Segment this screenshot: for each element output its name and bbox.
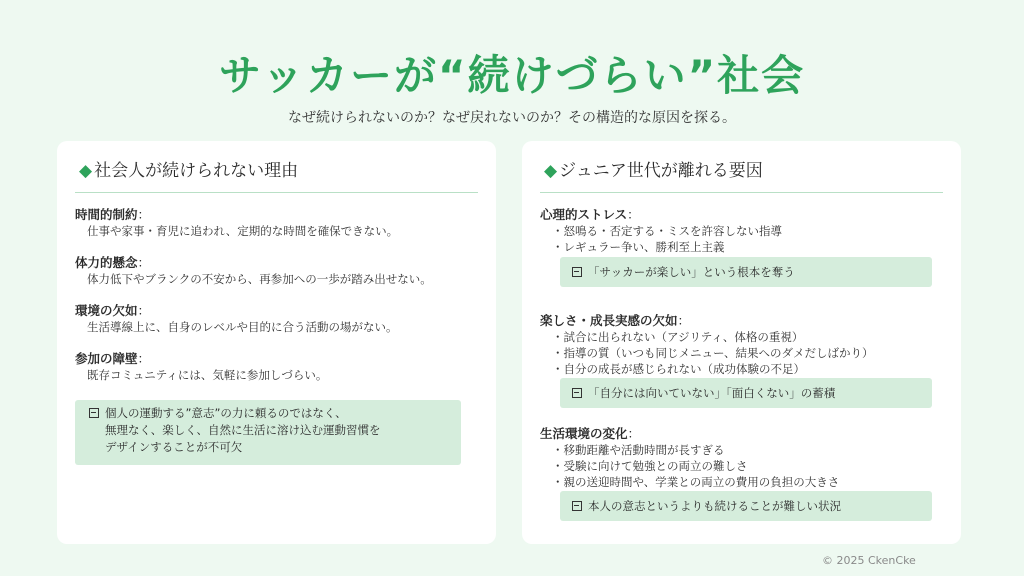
diamond-icon: ◆ bbox=[79, 161, 93, 181]
factor-item: ・親の送迎時間や、学業との両立の費用の負担の大きさ bbox=[552, 475, 840, 489]
note-text: 本人の意志というよりも続けることが難しい状況 bbox=[588, 499, 841, 513]
exit-bracket-icon bbox=[89, 408, 99, 418]
factor-note bbox=[560, 257, 932, 287]
colon: ： bbox=[627, 207, 640, 222]
factor-section bbox=[540, 425, 943, 490]
colon: ： bbox=[627, 426, 641, 441]
exit-bracket-icon bbox=[572, 267, 582, 277]
factor-item: ・受験に向けて勉強との両立の難しさ bbox=[552, 459, 748, 473]
factor-item: ・移動距離や活動時間が長すぎる bbox=[552, 443, 725, 457]
reason-title: 時間的制約 bbox=[75, 207, 138, 222]
reason-section bbox=[75, 302, 478, 335]
factor-section bbox=[540, 206, 943, 255]
divider bbox=[75, 192, 478, 193]
factor-item: ・怒鳴る・否定する・ミスを許容しない指導 bbox=[552, 224, 782, 238]
note-text: 無理なく、楽しく、自然に生活に溶け込む運動習慣を bbox=[105, 423, 381, 437]
factor-title: 生活環境の変化 bbox=[540, 426, 628, 441]
factor-section bbox=[540, 312, 943, 377]
conclusion-note bbox=[75, 400, 461, 465]
colon: ： bbox=[137, 255, 151, 270]
factor-title: 楽しさ・成長実感の欠如 bbox=[540, 313, 678, 328]
exit-bracket-icon bbox=[572, 388, 582, 398]
colon: ： bbox=[677, 313, 691, 328]
note-text: 「自分には向いていない」「面白くない」の蓄積 bbox=[588, 386, 836, 400]
copyright: © 2025 CkenCke bbox=[822, 554, 916, 567]
card-adults bbox=[57, 141, 496, 544]
note-text: デザインすることが不可欠 bbox=[105, 440, 243, 454]
factor-title: 心理的ストレス bbox=[540, 207, 628, 222]
reason-section bbox=[75, 254, 478, 287]
reason-title: 環境の欠如 bbox=[75, 303, 138, 318]
card-heading-text: 社会人が続けられない理由 bbox=[94, 161, 299, 181]
reason-title: 参加の障壁 bbox=[75, 351, 138, 366]
factor-note bbox=[560, 491, 932, 521]
page-subtitle: なぜ続けられないのか？なぜ戻れないのか？その構造的な原因を探る。 bbox=[288, 110, 736, 126]
diamond-icon: ◆ bbox=[544, 161, 558, 181]
factor-item: ・試合に出られない（アジリティ、体格の重視） bbox=[552, 330, 804, 344]
factor-item: ・レギュラー争い、勝利至上主義 bbox=[552, 240, 725, 254]
reason-text: 既存コミュニティには、気軽に参加しづらい。 bbox=[87, 368, 328, 382]
reason-section bbox=[75, 206, 478, 239]
reason-text: 生活導線上に、自身のレベルや目的に合う活動の場がない。 bbox=[87, 320, 398, 334]
reason-text: 体力低下やブランクの不安から、再参加への一歩が踏み出せない。 bbox=[87, 272, 432, 286]
note-text: 個人の運動する”意志”の力に頼るのではなく、 bbox=[105, 406, 347, 420]
colon: ： bbox=[137, 351, 151, 366]
note-text: 「サッカーが楽しい」という根本を奪う bbox=[588, 265, 795, 279]
factor-item: ・指導の質（いつも同じメニュー、結果へのダメだしばかり） bbox=[552, 346, 874, 360]
card-juniors bbox=[522, 141, 961, 544]
reason-title: 体力的懸念 bbox=[75, 255, 138, 270]
page-title: サッカーが“続けづらい”社会 bbox=[218, 51, 806, 100]
card-heading bbox=[79, 159, 298, 183]
factor-note bbox=[560, 378, 932, 408]
reason-text: 仕事や家事・育児に追われ、定期的な時間を確保できない。 bbox=[87, 224, 399, 238]
divider bbox=[540, 192, 943, 193]
colon: ： bbox=[137, 303, 151, 318]
colon: ： bbox=[137, 207, 151, 222]
card-heading-text: ジュニア世代が離れる要因 bbox=[559, 161, 763, 181]
reason-section bbox=[75, 350, 478, 383]
factor-item: ・自分の成長が感じられない（成功体験の不足） bbox=[552, 362, 805, 376]
card-heading bbox=[544, 159, 763, 183]
exit-bracket-icon bbox=[572, 501, 582, 511]
